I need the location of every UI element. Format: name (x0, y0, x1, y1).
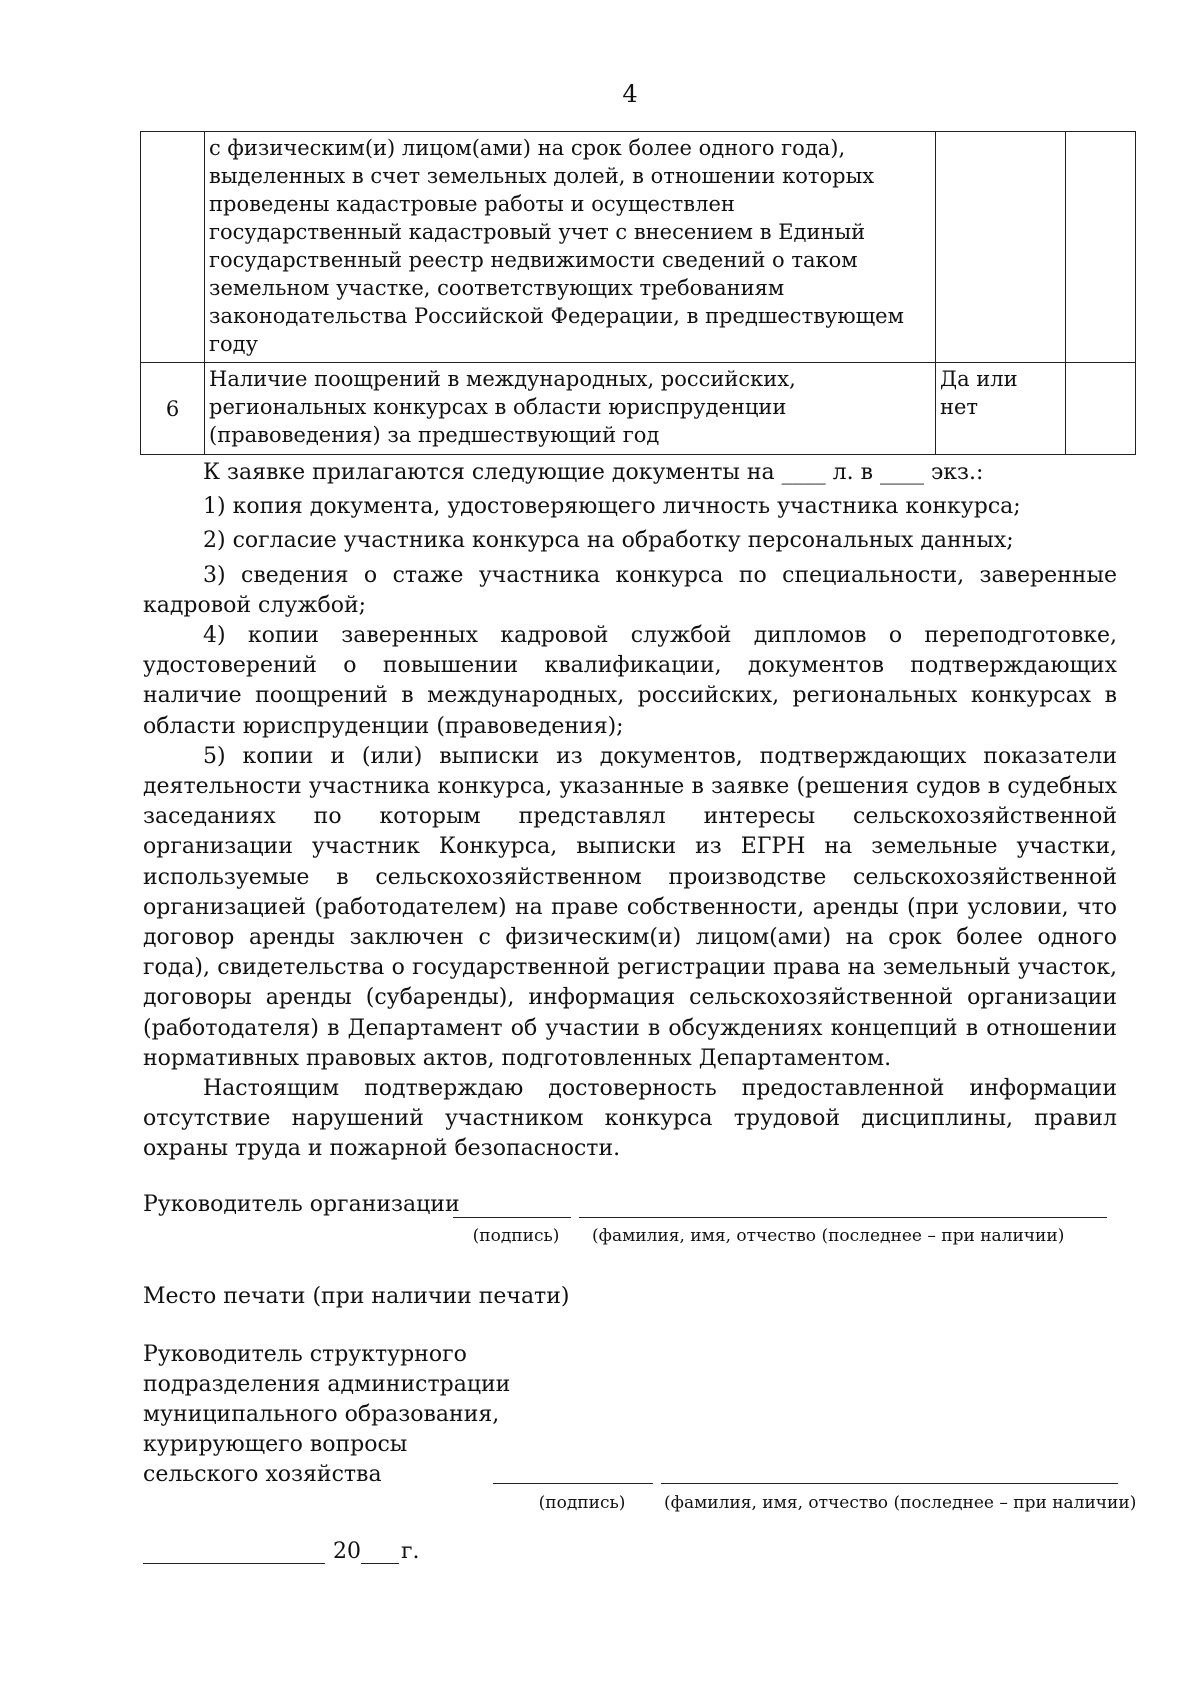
name-caption: (фамилия, имя, отчество (последнее – при наличии) (592, 1226, 1065, 1246)
criterion-cell: с физическим(и) лицом(ами) на срок более одного года), выделенных в счет земельных долей, в отношении которых проведены кадастровые работы и осуществлен государственный кадастровый учет с внесением в Единый государственный реестр недвижимости сведений о таком земельном участке, соответствующих требованиям законодательства Российской Федерации, в предшествующем году (205, 132, 936, 363)
date-day-month-line (143, 1563, 325, 1564)
unit-cell: Да или нет (936, 363, 1066, 455)
page-number: 4 (622, 80, 638, 108)
criteria-table (140, 131, 1136, 455)
date-suffix: г. (401, 1539, 420, 1564)
unit-cell (936, 132, 1066, 363)
name-caption: (фамилия, имя, отчество (последнее – при наличии) (664, 1493, 1137, 1513)
value-cell (1066, 363, 1136, 455)
attachment-item: 1) копия документа, удостоверяющего личность участника конкурса; (203, 494, 1021, 520)
row-number (141, 132, 205, 363)
structural-head-label-line: муниципального образования, (143, 1402, 500, 1427)
attachment-item: 5) копии и (или) выписки из документов, подтверждающих показатели деятельности участника конкурса, указанные в заявке (решения судов в судебных заседаниях по которым представлял интересы сельскохозяйственной организации участник Конкурса, выписки из ЕГРН на земельные участки, используемые в сельскохозяйственном производстве сельскохозяйственной организацией (работодателем) на праве собственности, аренды (при условии, что договор аренды заключен с физическим(и) лицом(ами) на срок более одного года), свидетельства о государственной регистрации права на земельный участок, договоры аренды (субаренды), информация сельскохозяйственной организации (работодателя) в Департамент об участии в обсуждениях концепций в отношении нормативных правовых актов, подготовленных Департаментом. (143, 743, 1117, 1071)
signature-caption: (подпись) (472, 1226, 560, 1246)
table-row (141, 132, 1136, 363)
attachment-item: 2) согласие участника конкурса на обработку персональных данных; (203, 528, 1014, 554)
seal-label: Место печати (при наличии печати) (143, 1284, 570, 1309)
table-row (141, 363, 1136, 455)
structural-head-label-line: сельского хозяйства (143, 1462, 382, 1487)
signature-line (493, 1483, 653, 1484)
name-line (579, 1217, 1107, 1218)
structural-head-label-line: подразделения администрации (143, 1372, 511, 1397)
name-line (661, 1483, 1118, 1484)
value-cell (1066, 132, 1136, 363)
head-label: Руководитель организации (143, 1192, 460, 1217)
structural-head-label-line: Руководитель структурного (143, 1342, 467, 1367)
row-number: 6 (141, 363, 205, 455)
criterion-cell: Наличие поощрений в международных, российских, региональных конкурсах в области юриспруденции (правоведения) за предшествующий год (205, 363, 936, 455)
attachment-item: 4) копии заверенных кадровой службой дипломов о переподготовке, удостоверений о повышении квалификации, документов подтверждающих наличие поощрений в международных, российских, региональных конкурсах в области юриспруденции (правоведения); (143, 623, 1117, 739)
signature-caption: (подпись) (538, 1493, 626, 1513)
confirmation-statement: Настоящим подтверждаю достоверность предоставленной информации отсутствие нарушений участником конкурса трудовой дисциплины, правил охраны труда и пожарной безопасности. (143, 1076, 1117, 1162)
date-year-line (361, 1563, 399, 1564)
attachments-section (143, 458, 1117, 1165)
signature-line (453, 1217, 571, 1218)
attachment-item: 3) сведения о стаже участника конкурса по специальности, заверенные кадровой службой; (143, 562, 1117, 618)
attachments-intro: К заявке прилагаются следующие документы на ____ л. в ____ экз.: (203, 460, 984, 485)
structural-head-label-line: курирующего вопросы (143, 1432, 408, 1457)
date-year-prefix: 20 (333, 1539, 361, 1564)
